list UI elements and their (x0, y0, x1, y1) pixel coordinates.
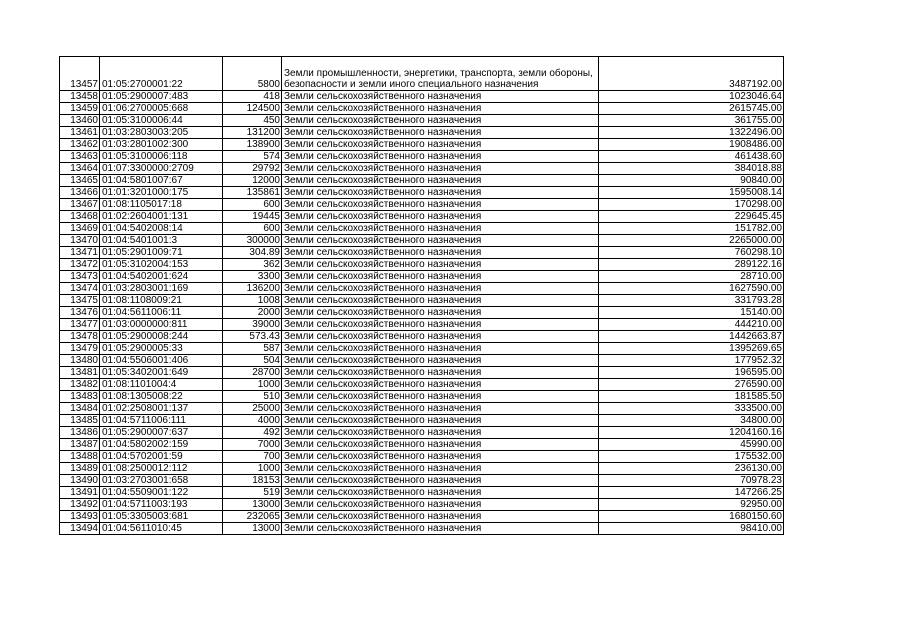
land-category-cell: Земли сельскохозяйственного назначения (282, 403, 599, 415)
record-number-cell: 13462 (60, 139, 100, 151)
land-category-cell: Земли сельскохозяйственного назначения (282, 283, 599, 295)
area-cell: 131200 (223, 127, 282, 139)
land-category-cell: Земли сельскохозяйственного назначения (282, 499, 599, 511)
area-cell: 3300 (223, 271, 282, 283)
cadastral-number-cell: 01:04:5401001:3 (100, 235, 223, 247)
cadastral-value-cell: 461438.60 (599, 151, 784, 163)
land-category-cell: Земли сельскохозяйственного назначения (282, 223, 599, 235)
cadastral-value-cell: 1595008.14 (599, 187, 784, 199)
land-category-cell: Земли сельскохозяйственного назначения (282, 151, 599, 163)
area-cell: 587 (223, 343, 282, 355)
cadastral-number-cell: 01:03:0000000:811 (100, 319, 223, 331)
cadastral-value-cell: 236130.00 (599, 463, 784, 475)
area-cell: 418 (223, 91, 282, 103)
land-category-cell: Земли сельскохозяйственного назначения (282, 331, 599, 343)
land-category-cell: Земли сельскохозяйственного назначения (282, 127, 599, 139)
cadastral-number-cell: 01:05:2700001:22 (100, 57, 223, 91)
table-row (60, 103, 784, 115)
cadastral-value-cell: 2615745.00 (599, 103, 784, 115)
cadastral-value-cell: 45990.00 (599, 439, 784, 451)
cadastral-value-cell: 147266.25 (599, 487, 784, 499)
record-number-cell: 13469 (60, 223, 100, 235)
cadastral-number-cell: 01:03:2703001:658 (100, 475, 223, 487)
cadastral-number-cell: 01:05:2900005:33 (100, 343, 223, 355)
area-cell: 2000 (223, 307, 282, 319)
land-category-cell: Земли сельскохозяйственного назначения (282, 175, 599, 187)
cadastral-value-cell: 1204160.16 (599, 427, 784, 439)
cadastral-number-cell: 01:04:5506001:406 (100, 355, 223, 367)
record-number-cell: 13463 (60, 151, 100, 163)
record-number-cell: 13494 (60, 523, 100, 535)
cadastral-number-cell: 01:04:5402008:14 (100, 223, 223, 235)
area-cell: 1008 (223, 295, 282, 307)
record-number-cell: 13489 (60, 463, 100, 475)
table-row (60, 463, 784, 475)
cadastral-value-cell: 384018.88 (599, 163, 784, 175)
area-cell: 136200 (223, 283, 282, 295)
cadastral-number-cell: 01:04:5509001:122 (100, 487, 223, 499)
record-number-cell: 13483 (60, 391, 100, 403)
table-row (60, 511, 784, 523)
cadastral-value-cell: 92950.00 (599, 499, 784, 511)
record-number-cell: 13490 (60, 475, 100, 487)
cadastral-value-cell: 760298.10 (599, 247, 784, 259)
cadastral-number-cell: 01:05:3102004:153 (100, 259, 223, 271)
cadastral-number-cell: 01:08:2500012:112 (100, 463, 223, 475)
table-row (60, 271, 784, 283)
cadastral-number-cell: 01:04:5611010:45 (100, 523, 223, 535)
cadastral-number-cell: 01:08:1108009:21 (100, 295, 223, 307)
table-row (60, 151, 784, 163)
record-number-cell: 13475 (60, 295, 100, 307)
record-number-cell: 13461 (60, 127, 100, 139)
cadastral-value-cell: 170298.00 (599, 199, 784, 211)
record-number-cell: 13481 (60, 367, 100, 379)
table-row (60, 259, 784, 271)
cadastral-number-cell: 01:05:3305003:681 (100, 511, 223, 523)
land-category-cell: Земли сельскохозяйственного назначения (282, 463, 599, 475)
table-row (60, 91, 784, 103)
cadastral-value-cell: 444210.00 (599, 319, 784, 331)
record-number-cell: 13479 (60, 343, 100, 355)
cadastral-number-cell: 01:04:5801007:67 (100, 175, 223, 187)
table-row (60, 139, 784, 151)
cadastral-value-cell: 70978.23 (599, 475, 784, 487)
cadastral-number-cell: 01:08:1105017:18 (100, 199, 223, 211)
area-cell: 1000 (223, 463, 282, 475)
record-number-cell: 13476 (60, 307, 100, 319)
land-category-cell: Земли сельскохозяйственного назначения (282, 199, 599, 211)
area-cell: 504 (223, 355, 282, 367)
area-cell: 28700 (223, 367, 282, 379)
land-category-cell: Земли сельскохозяйственного назначения (282, 523, 599, 535)
cadastral-value-cell: 1023046.64 (599, 91, 784, 103)
record-number-cell: 13472 (60, 259, 100, 271)
record-number-cell: 13468 (60, 211, 100, 223)
cadastral-value-cell: 1680150.60 (599, 511, 784, 523)
area-cell: 124500 (223, 103, 282, 115)
cadastral-value-cell: 98410.00 (599, 523, 784, 535)
table-row (60, 415, 784, 427)
cadastral-number-cell: 01:04:5611006:11 (100, 307, 223, 319)
record-number-cell: 13477 (60, 319, 100, 331)
cadastral-value-cell: 28710.00 (599, 271, 784, 283)
area-cell: 573.43 (223, 331, 282, 343)
land-category-cell: Земли сельскохозяйственного назначения (282, 343, 599, 355)
cadastral-value-cell: 333500.00 (599, 403, 784, 415)
land-category-cell: Земли сельскохозяйственного назначения (282, 379, 599, 391)
record-number-cell: 13478 (60, 331, 100, 343)
table-row (60, 247, 784, 259)
cadastral-number-cell: 01:05:2900007:637 (100, 427, 223, 439)
table-row (60, 115, 784, 127)
cadastral-number-cell: 01:04:5402001:624 (100, 271, 223, 283)
area-cell: 304.89 (223, 247, 282, 259)
table-row (60, 367, 784, 379)
cadastral-value-cell: 15140.00 (599, 307, 784, 319)
area-cell: 5800 (223, 57, 282, 91)
record-number-cell: 13486 (60, 427, 100, 439)
land-category-cell: Земли сельскохозяйственного назначения (282, 235, 599, 247)
cadastral-number-cell: 01:04:5802002:159 (100, 439, 223, 451)
cadastral-value-cell: 361755.00 (599, 115, 784, 127)
area-cell: 574 (223, 151, 282, 163)
land-category-cell: Земли сельскохозяйственного назначения (282, 259, 599, 271)
cadastral-number-cell: 01:05:3100006:118 (100, 151, 223, 163)
cadastral-value-cell: 1322496.00 (599, 127, 784, 139)
record-number-cell: 13487 (60, 439, 100, 451)
table-body (60, 57, 784, 535)
land-category-cell: Земли сельскохозяйственного назначения (282, 91, 599, 103)
record-number-cell: 13457 (60, 57, 100, 91)
cadastral-number-cell: 01:04:5711006:111 (100, 415, 223, 427)
table-row (60, 391, 784, 403)
land-category-cell: Земли сельскохозяйственного назначения (282, 271, 599, 283)
area-cell: 13000 (223, 523, 282, 535)
land-category-cell: Земли сельскохозяйственного назначения (282, 439, 599, 451)
area-cell: 138900 (223, 139, 282, 151)
land-category-cell: Земли сельскохозяйственного назначения (282, 211, 599, 223)
table-row (60, 163, 784, 175)
table-row (60, 487, 784, 499)
record-number-cell: 13465 (60, 175, 100, 187)
area-cell: 1000 (223, 379, 282, 391)
table-row (60, 379, 784, 391)
record-number-cell: 13482 (60, 379, 100, 391)
cadastral-number-cell: 01:04:5711003:193 (100, 499, 223, 511)
land-category-cell: Земли сельскохозяйственного назначения (282, 367, 599, 379)
record-number-cell: 13488 (60, 451, 100, 463)
table-row (60, 187, 784, 199)
area-cell: 135861 (223, 187, 282, 199)
land-registry-table (59, 56, 784, 535)
land-category-cell: Земли сельскохозяйственного назначения (282, 139, 599, 151)
table-row (60, 211, 784, 223)
area-cell: 492 (223, 427, 282, 439)
land-category-cell: Земли сельскохозяйственного назначения (282, 115, 599, 127)
cadastral-value-cell: 34800.00 (599, 415, 784, 427)
cadastral-value-cell: 90840.00 (599, 175, 784, 187)
land-category-cell: Земли промышленности, энергетики, транспорта, земли обороны, безопасности и земли иного специального назначения (282, 57, 599, 91)
record-number-cell: 13492 (60, 499, 100, 511)
table-row (60, 295, 784, 307)
record-number-cell: 13458 (60, 91, 100, 103)
table-row (60, 331, 784, 343)
cadastral-value-cell: 151782.00 (599, 223, 784, 235)
cadastral-number-cell: 01:03:2803003:205 (100, 127, 223, 139)
cadastral-number-cell: 01:02:2604001:131 (100, 211, 223, 223)
cadastral-number-cell: 01:07:3300000:2709 (100, 163, 223, 175)
land-category-cell: Земли сельскохозяйственного назначения (282, 511, 599, 523)
table-row (60, 175, 784, 187)
cadastral-value-cell: 175532.00 (599, 451, 784, 463)
cadastral-number-cell: 01:03:2801002:300 (100, 139, 223, 151)
table-row (60, 283, 784, 295)
record-number-cell: 13471 (60, 247, 100, 259)
area-cell: 29792 (223, 163, 282, 175)
cadastral-number-cell: 01:02:2508001:137 (100, 403, 223, 415)
table-row (60, 355, 784, 367)
table-row (60, 127, 784, 139)
land-category-cell: Земли сельскохозяйственного назначения (282, 451, 599, 463)
land-category-cell: Земли сельскохозяйственного назначения (282, 319, 599, 331)
record-number-cell: 13470 (60, 235, 100, 247)
record-number-cell: 13464 (60, 163, 100, 175)
cadastral-number-cell: 01:04:5702001:59 (100, 451, 223, 463)
table-row (60, 307, 784, 319)
land-category-cell: Земли сельскохозяйственного назначения (282, 475, 599, 487)
table-row (60, 499, 784, 511)
area-cell: 13000 (223, 499, 282, 511)
area-cell: 510 (223, 391, 282, 403)
record-number-cell: 13491 (60, 487, 100, 499)
land-category-cell: Земли сельскохозяйственного назначения (282, 415, 599, 427)
table-row (60, 451, 784, 463)
table-row (60, 427, 784, 439)
area-cell: 450 (223, 115, 282, 127)
table-row (60, 403, 784, 415)
cadastral-number-cell: 01:08:1305008:22 (100, 391, 223, 403)
land-category-cell: Земли сельскохозяйственного назначения (282, 307, 599, 319)
record-number-cell: 13493 (60, 511, 100, 523)
area-cell: 600 (223, 199, 282, 211)
cadastral-value-cell: 1395269.65 (599, 343, 784, 355)
record-number-cell: 13473 (60, 271, 100, 283)
cadastral-value-cell: 289122.16 (599, 259, 784, 271)
area-cell: 300000 (223, 235, 282, 247)
cadastral-number-cell: 01:03:2803001:169 (100, 283, 223, 295)
land-category-cell: Земли сельскохозяйственного назначения (282, 103, 599, 115)
table-row (60, 475, 784, 487)
land-category-cell: Земли сельскохозяйственного назначения (282, 187, 599, 199)
record-number-cell: 13480 (60, 355, 100, 367)
cadastral-number-cell: 01:05:3402001:649 (100, 367, 223, 379)
table-row (60, 343, 784, 355)
cadastral-value-cell: 3487192.00 (599, 57, 784, 91)
area-cell: 12000 (223, 175, 282, 187)
record-number-cell: 13467 (60, 199, 100, 211)
land-category-cell: Земли сельскохозяйственного назначения (282, 247, 599, 259)
cadastral-value-cell: 1627590.00 (599, 283, 784, 295)
cadastral-number-cell: 01:01:3201000:175 (100, 187, 223, 199)
record-number-cell: 13485 (60, 415, 100, 427)
land-category-cell: Земли сельскохозяйственного назначения (282, 487, 599, 499)
area-cell: 4000 (223, 415, 282, 427)
area-cell: 600 (223, 223, 282, 235)
cadastral-value-cell: 1442663.87 (599, 331, 784, 343)
area-cell: 7000 (223, 439, 282, 451)
area-cell: 700 (223, 451, 282, 463)
table-row (60, 223, 784, 235)
cadastral-value-cell: 177952.32 (599, 355, 784, 367)
area-cell: 232065 (223, 511, 282, 523)
record-number-cell: 13474 (60, 283, 100, 295)
area-cell: 39000 (223, 319, 282, 331)
cadastral-value-cell: 1908486.00 (599, 139, 784, 151)
cadastral-value-cell: 196595.00 (599, 367, 784, 379)
cadastral-number-cell: 01:05:2900008:244 (100, 331, 223, 343)
land-category-cell: Земли сельскохозяйственного назначения (282, 355, 599, 367)
table-row (60, 235, 784, 247)
record-number-cell: 13460 (60, 115, 100, 127)
land-category-cell: Земли сельскохозяйственного назначения (282, 163, 599, 175)
land-category-cell: Земли сельскохозяйственного назначения (282, 427, 599, 439)
area-cell: 18153 (223, 475, 282, 487)
record-number-cell: 13459 (60, 103, 100, 115)
table-row (60, 199, 784, 211)
cadastral-value-cell: 331793.28 (599, 295, 784, 307)
area-cell: 519 (223, 487, 282, 499)
cadastral-number-cell: 01:08:1101004:4 (100, 379, 223, 391)
table-row (60, 523, 784, 535)
land-category-cell: Земли сельскохозяйственного назначения (282, 391, 599, 403)
cadastral-value-cell: 229645.45 (599, 211, 784, 223)
table-row (60, 319, 784, 331)
cadastral-value-cell: 2265000.00 (599, 235, 784, 247)
cadastral-value-cell: 181585.50 (599, 391, 784, 403)
cadastral-number-cell: 01:05:3100006:44 (100, 115, 223, 127)
land-category-cell: Земли сельскохозяйственного назначения (282, 295, 599, 307)
area-cell: 362 (223, 259, 282, 271)
cadastral-value-cell: 276590.00 (599, 379, 784, 391)
cadastral-number-cell: 01:06:2700005:668 (100, 103, 223, 115)
table-row (60, 57, 784, 91)
cadastral-number-cell: 01:05:2901009:71 (100, 247, 223, 259)
cadastral-number-cell: 01:05:2900007:483 (100, 91, 223, 103)
table-row (60, 439, 784, 451)
area-cell: 25000 (223, 403, 282, 415)
record-number-cell: 13484 (60, 403, 100, 415)
area-cell: 19445 (223, 211, 282, 223)
record-number-cell: 13466 (60, 187, 100, 199)
